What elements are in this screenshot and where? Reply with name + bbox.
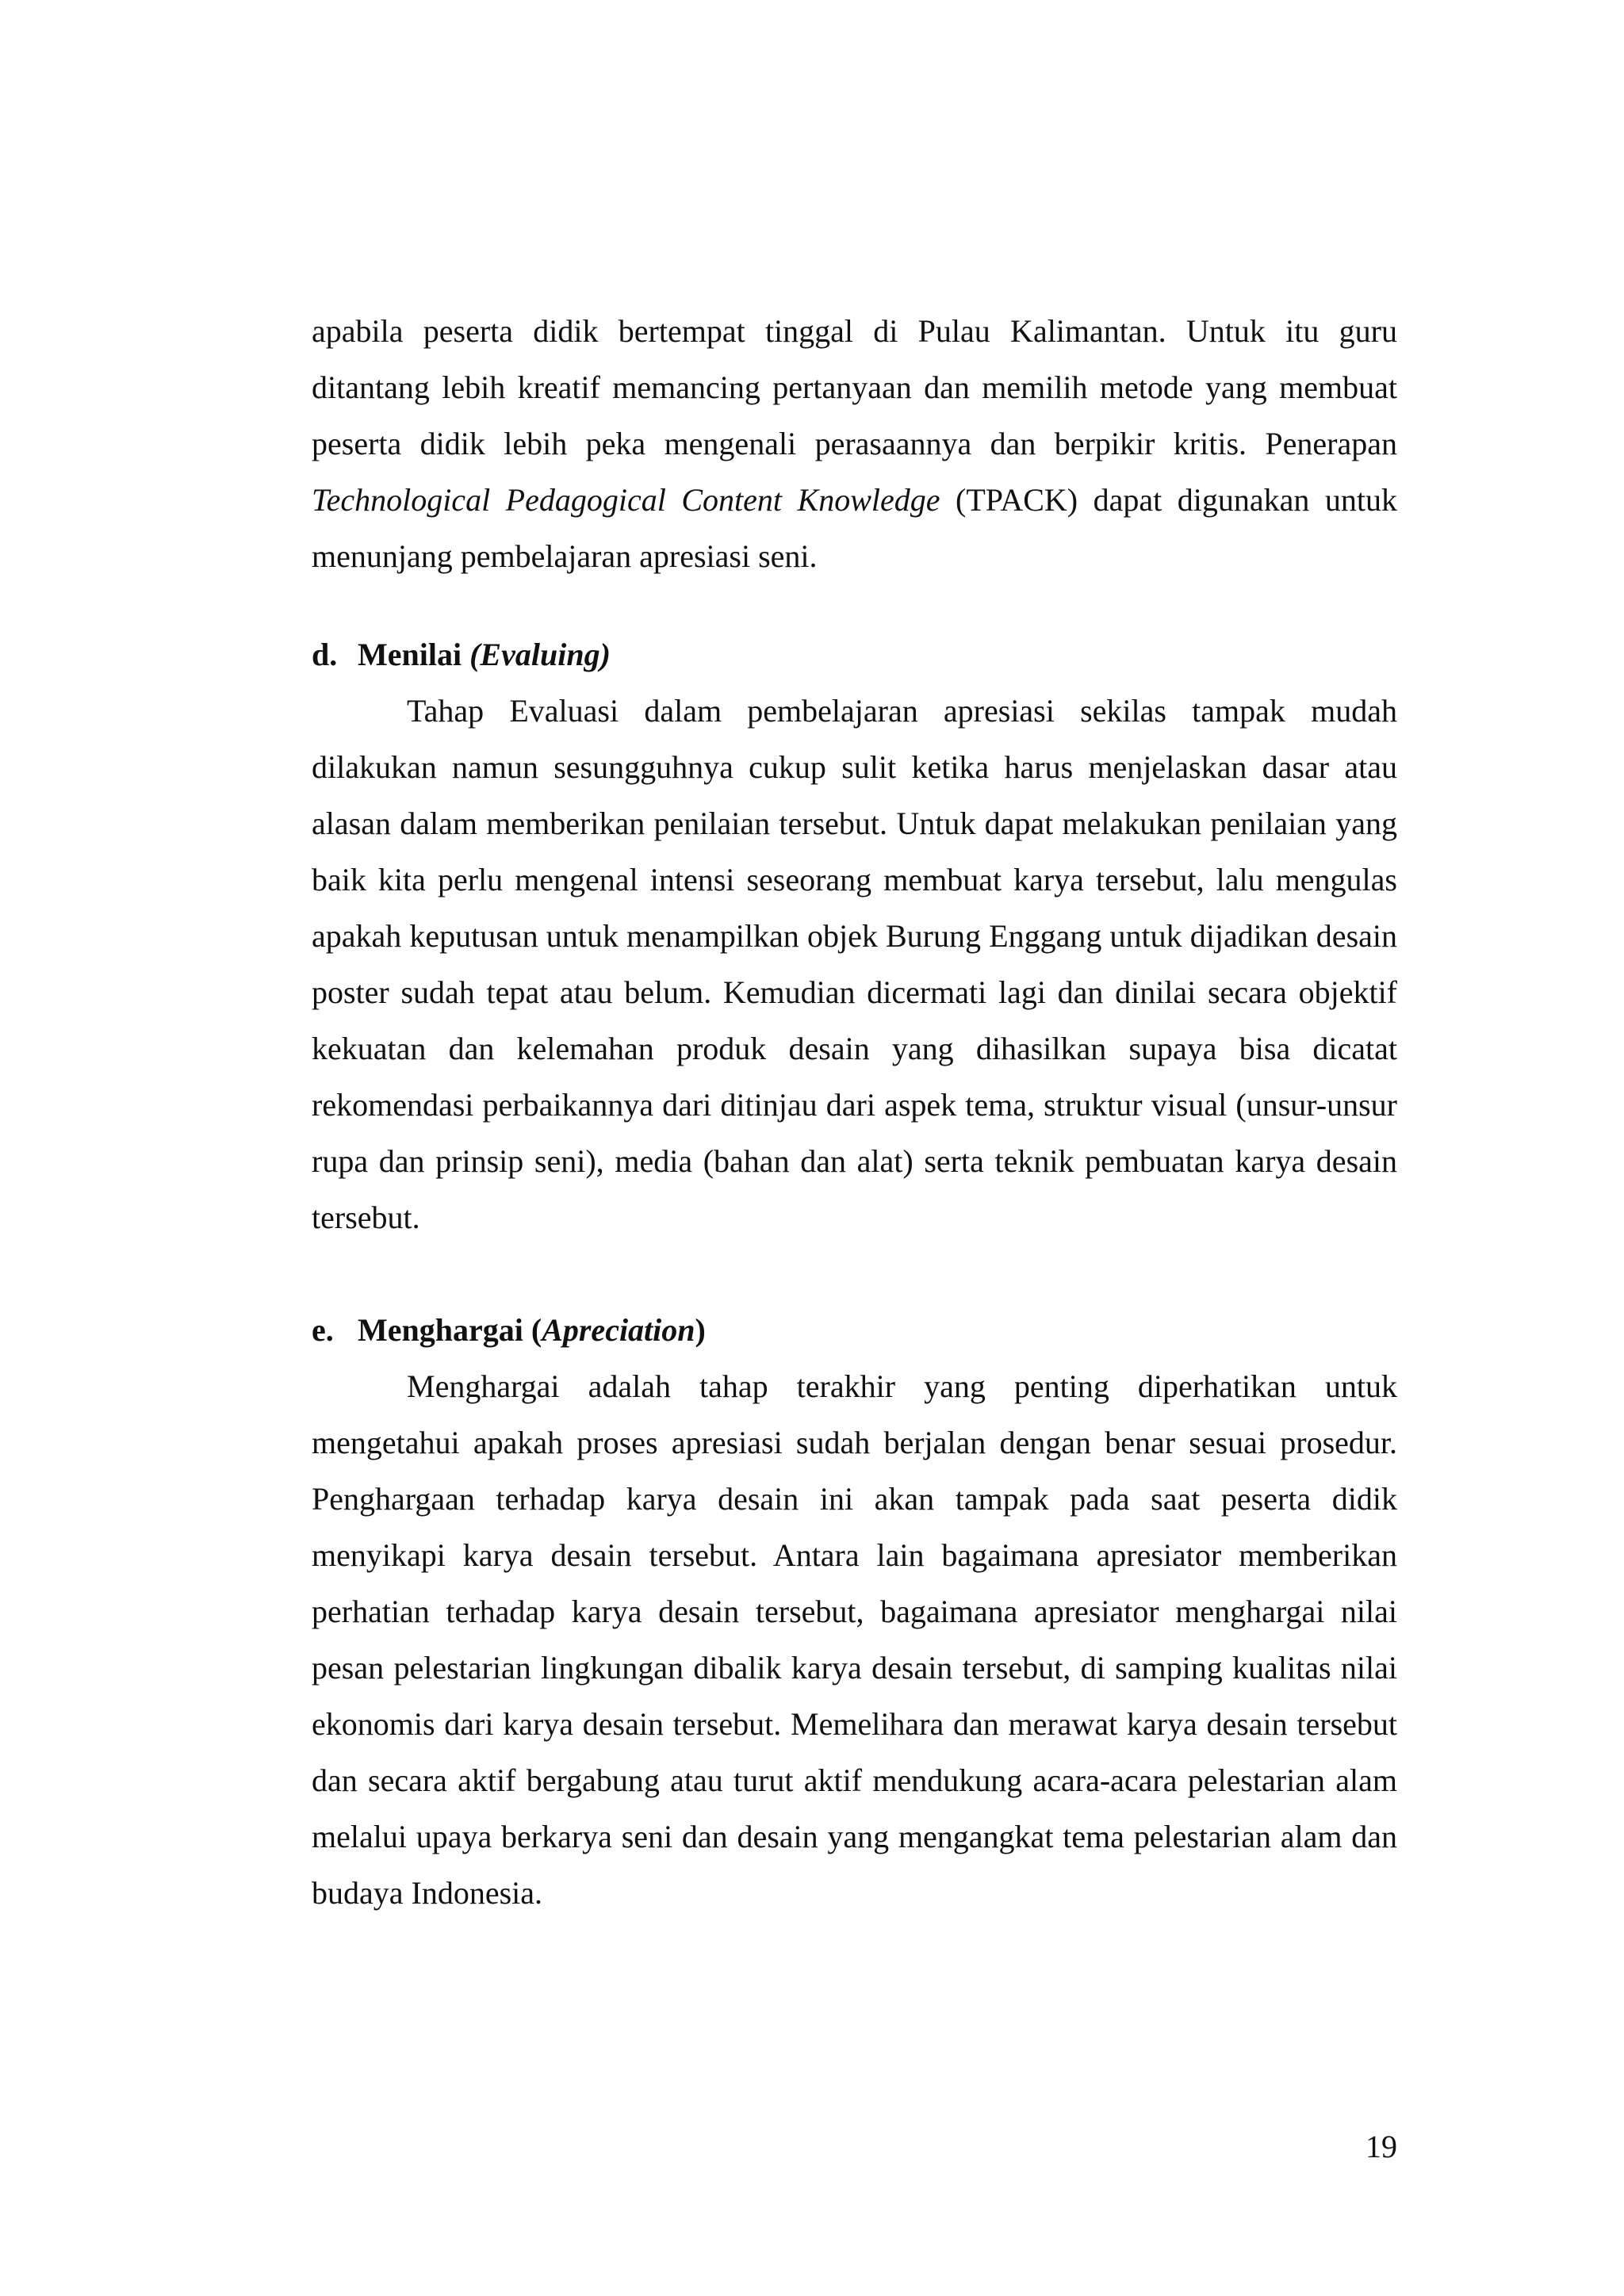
heading-marker-d: d. xyxy=(312,637,338,672)
heading-title-e-close: ) xyxy=(695,1312,706,1348)
section-d-paragraph xyxy=(312,683,1397,1246)
heading-title-d-italic: (Evaluing) xyxy=(469,637,611,672)
heading-section-d xyxy=(312,626,611,683)
heading-title-d: Menilai xyxy=(358,637,470,672)
intro-text-start: apabila peserta didik bertempat tinggal di Pulau Kalimantan. Untuk itu guru ditantang lebih kreatif memancing pertanyaan dan memilih metode yang membuat peserta didik lebih peka mengenali perasaannya dan berpikir kritis. Penerapan xyxy=(312,313,1397,461)
intro-term-italic: Technological Pedagogical Content Knowledge xyxy=(312,482,940,518)
page-number: 19 xyxy=(1365,2129,1397,2164)
heading-title-e: Menghargai ( xyxy=(358,1312,542,1348)
section-e-body: Menghargai adalah tahap terakhir yang penting diperhatikan untuk mengetahui apakah proses apresiasi sudah berjalan dengan benar sesuai prosedur. Penghargaan terhadap karya desain ini akan tampak pada saat peserta didik menyikapi karya desain tersebut. Antara lain bagaimana apresiator memberikan perhatian terhadap karya desain tersebut, bagaimana apresiator menghargai nilai pesan pelestarian lingkungan dibalik karya desain tersebut, di samping kualitas nilai ekonomis dari karya desain tersebut. Memelihara dan merawat karya desain tersebut dan secara aktif bergabung atau turut aktif mendukung acara-acara pelestarian alam melalui upaya berkarya seni dan desain yang mengangkat tema pelestarian alam dan budaya Indonesia. xyxy=(312,1368,1397,1911)
intro-text-end: (TPACK) dapat digunakan untuk menunjang pembelajaran apresiasi seni. xyxy=(312,482,1397,574)
section-d-body: Tahap Evaluasi dalam pembelajaran apresiasi sekilas tampak mudah dilakukan namun sesungguhnya cukup sulit ketika harus menjelaskan dasar atau alasan dalam memberikan penilaian tersebut. Untuk dapat melakukan penilaian yang baik kita perlu mengenal intensi seseorang membuat karya tersebut, lalu mengulas apakah keputusan untuk menampilkan objek Burung Enggang untuk dijadikan desain poster sudah tepat atau belum. Kemudian dicermati lagi dan dinilai secara objektif kekuatan dan kelemahan produk desain yang dihasilkan supaya bisa dicatat rekomendasi perbaikannya dari ditinjau dari aspek tema, struktur visual (unsur-unsur rupa dan prinsip seni), media (bahan dan alat) serta teknik pembuatan karya desain tersebut. xyxy=(312,693,1397,1235)
heading-title-e-italic: Apreciation xyxy=(542,1312,695,1348)
heading-marker-e: e. xyxy=(312,1312,334,1348)
intro-paragraph xyxy=(312,303,1397,584)
heading-section-e xyxy=(312,1302,706,1358)
section-e-paragraph xyxy=(312,1358,1397,1921)
